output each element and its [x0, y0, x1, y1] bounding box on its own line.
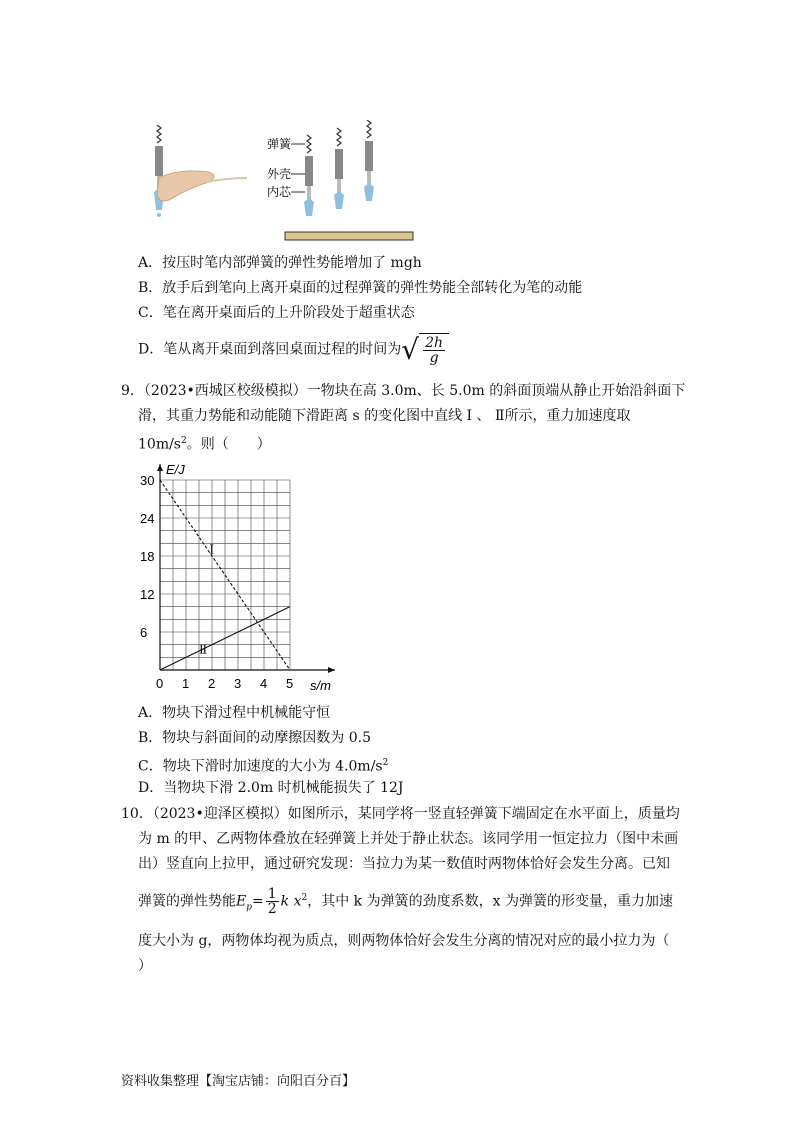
q9-option-b: B．物块与斜面间的动摩擦因数为 0.5	[138, 730, 372, 746]
x-axis-label: s/m	[310, 678, 331, 693]
x-tick-label: 3	[234, 676, 242, 691]
table-surface	[285, 232, 413, 240]
formula-frac-den: 2	[267, 901, 277, 918]
q10-line2: 为 m 的甲、乙两物体叠放在轻弹簧上并处于静止状态。该同学用一恒定拉力（图中未画	[138, 831, 679, 847]
q9-line3-sup: 2	[181, 436, 187, 446]
energy-chart	[140, 460, 380, 700]
q10-line4b: ，其中 k 为弹簧的劲度系数，x 为弹簧的形变量，重力加速	[307, 893, 673, 910]
q9-option-c-sup: 2	[382, 758, 389, 768]
series-label-I: Ⅰ	[209, 542, 215, 557]
pen-highest	[364, 120, 374, 201]
q8-option-c: C．笔在离开桌面后的上升阶段处于超重状态	[138, 305, 415, 321]
q9-option-a: A．物块下滑过程中机械能守恒	[138, 705, 331, 721]
series-label-II: Ⅱ	[199, 642, 208, 657]
q9-line3a: 10m/s	[138, 436, 181, 453]
y-tick-label: 30	[140, 473, 155, 488]
q8-option-d-text: D．笔从离开桌面到落回桌面过程的时间为	[138, 341, 402, 358]
y-tick-label: 6	[140, 625, 148, 640]
q9-option-c	[138, 753, 388, 777]
q10-line3: 出）竖直向上拉甲，通过研究发现：当拉力为某一数值时两物体恰好会发生分离。已知	[138, 856, 670, 872]
x-tick-label: 2	[208, 676, 216, 691]
x-tick-label: 0	[156, 676, 164, 691]
sqrt-body	[419, 333, 449, 366]
formula-sub-p: p	[246, 902, 252, 913]
sqrt-fraction	[423, 336, 445, 365]
pen-rising	[334, 128, 344, 209]
q10-line5: 度大小为 g，两物体均视为质点，则两物体恰好会发生分离的情况对应的最小拉力为（	[138, 933, 670, 949]
q8-option-a: A．按压时笔内部弹簧的弹性势能增加了 mgh	[138, 255, 422, 271]
label-core: 内芯	[267, 185, 292, 199]
formula-e: E	[236, 893, 247, 910]
q9-line1: 9．（2023•西城区校级模拟）一物块在高 3.0m、长 5.0m 的斜面顶端从静止开始沿斜面下	[121, 383, 686, 399]
sqrt-sign: √	[401, 332, 420, 366]
q8-option-d	[138, 333, 449, 366]
pen-on-table	[304, 135, 314, 216]
q10-line4	[138, 883, 673, 922]
y-tick-label: 24	[140, 511, 155, 526]
label-spring: 弹簧	[267, 137, 292, 151]
x-axis-arrow	[328, 667, 335, 673]
formula-frac-num: 1	[267, 886, 277, 903]
q10-line4a: 弹簧的弹性势能	[138, 893, 236, 910]
pen-spring-figure	[145, 120, 425, 245]
formula-frac	[266, 887, 279, 916]
y-tick-label: 12	[140, 587, 155, 602]
q9-line2: 滑，其重力势能和动能随下滑距离 s 的变化图中直线 Ⅰ 、 Ⅱ所示，重力加速度取	[138, 408, 631, 424]
x-tick-label: 4	[260, 676, 268, 691]
q10-line1: 10．（2023•迎泽区模拟）如图所示，某同学将一竖直轻弹簧下端固定在水平面上，质量均	[121, 806, 680, 822]
q9-line3b: 。则（ ）	[186, 436, 271, 453]
q10-line6: ）	[138, 958, 152, 974]
q9-option-c-text: C．物块下滑时加速度的大小为 4.0m/s	[138, 758, 383, 775]
y-axis-arrow	[157, 464, 163, 471]
formula-sup: 2	[301, 893, 308, 903]
formula-kx: k x	[280, 893, 302, 910]
y-axis-label: E/J	[166, 462, 185, 477]
pen-pressed	[154, 125, 164, 217]
footer-source: 资料收集整理【淘宝店铺：向阳百分百】	[121, 1074, 356, 1089]
label-shell: 外壳	[267, 167, 292, 181]
y-tick-label: 18	[140, 549, 155, 564]
x-tick-label: 1	[182, 676, 190, 691]
frac-num: 2h	[425, 334, 444, 351]
q9-line3	[138, 431, 271, 455]
q9-option-d: D．当物块下滑 2.0m 时机械能损失了 12J	[138, 780, 404, 796]
hand	[157, 171, 214, 201]
q8-option-b: B．放手后到笔向上离开桌面的过程弹簧的弹性势能全部转化为笔的动能	[138, 280, 583, 296]
x-tick-label: 5	[286, 676, 294, 691]
frac-den: g	[429, 349, 439, 366]
formula-eq: =	[252, 893, 264, 910]
